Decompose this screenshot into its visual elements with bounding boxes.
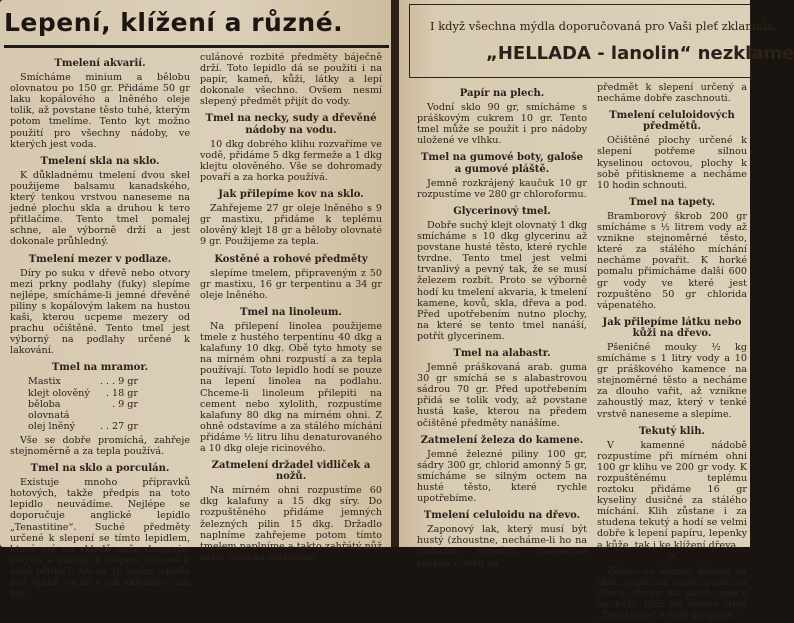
section-heading: Tmel na sklo a porculán. bbox=[30, 463, 170, 475]
section-heading: Jak přilepíme kov na sklo. bbox=[218, 189, 364, 201]
ingredient-row bbox=[28, 388, 138, 399]
left-column-2 bbox=[200, 52, 382, 565]
paragraph: Jemně práškovaná arab. guma 30 gr smíchá se s alabastrovou sádrou 70 gr. Před upotřebením přidá se tolik vody, až povstane hustá kaše, kterou na předem očištěné předměty nanášíme. bbox=[417, 362, 587, 429]
section-heading: Tmelení akvarií. bbox=[54, 58, 146, 69]
right-page bbox=[399, 0, 794, 622]
section-heading: Tmel na alabastr. bbox=[453, 347, 551, 359]
paragraph: slepíme tmelem, připraveným z 50 gr mastixu, 16 gr terpentinu a 34 gr oleje lněného. bbox=[200, 267, 382, 301]
left-column-1 bbox=[10, 52, 190, 601]
ingredient-name: Mastix bbox=[28, 376, 61, 388]
advert-box bbox=[409, 4, 794, 78]
section-heading: Tmelení skla na sklo. bbox=[40, 155, 160, 167]
section-heading: Tmel na necky, sudy a dřevěné nádoby na vodu. bbox=[205, 113, 377, 136]
section-heading: Glycerinový tmel. bbox=[453, 205, 551, 217]
advert-brand: „HELLADA - lanolin“ nezklame bbox=[486, 43, 794, 64]
paragraph: Pšeničné mouky ½ kg smícháme s 1 litry vody a 10 gr práškového kamence na stejnoměrné těsto a necháme za dlouho vařit, až vznikne zahoustlý maz, který v tenké vrstvě naneseme a slepíme. bbox=[597, 341, 747, 420]
paragraph: Očištěné plochy určené k slepení potřeme silnou kyselinou octovou, plochy k sobě přitiskneme a necháme 10 hodin schnouti. bbox=[597, 135, 747, 191]
section-heading: Tmelení celuloidu na dřevo. bbox=[423, 510, 581, 522]
paragraph: Dobře suchý klejt olovnatý 1 dkg smícháme s 10 dkg glycerinu až povstane husté těsto, které rychle tvrdne. Tento tmel jest velmi trvanlivý a pevný tak, že se musí železem rozbít. Proto se výborně hodí ku tmelení akvaria, k tmelení kamene, kovů, skla, dřeva a pod. Před upotřebením nutno plochy, na které se tento tmel nanáší, potřít glycerinem. bbox=[417, 219, 587, 342]
paragraph: 10 dkg dobrého klihu rozvaříme ve vodě, přidáme 5 dkg fermeže a 1 dkg klejtu olověného. Vše se dohromady povaří a za horka používá. bbox=[200, 138, 382, 183]
section-heading: Tmelení mezer v podlaze. bbox=[28, 253, 172, 265]
continued-paragraph: předmět k slepení určený a necháme dobře zaschnouti. bbox=[597, 82, 747, 105]
ingredient-name: olej lněný bbox=[28, 420, 76, 432]
ingredient-row bbox=[28, 421, 138, 432]
paragraph: Zaponový lak, který musí být hustý (zhoustne, necháme-li ho na vzduchu vypařit), naneseme tenkou vrstvu na bbox=[417, 524, 587, 569]
right-column-1 bbox=[417, 82, 587, 571]
ingredient-amount: . 9 gr bbox=[112, 398, 138, 410]
paragraph: V kamenné nádobě rozpustíme při mírném ohni 100 gr klihu ve 200 gr vody. K rozpuštěnému teplému roztoku přidáme 16 gr kyseliny dusičné za stálého míchání. Klih zůstane i za studena tekutý a hodí se velmi dobře k lepení papíru, lepenky a kůže, tak i ke klížení dřeva. bbox=[597, 439, 747, 551]
section-heading: Tmel na linoleum. bbox=[240, 306, 342, 318]
ingredient-name: běloba olovnatá bbox=[28, 398, 70, 421]
paragraph: Existuje mnoho přípravků hotových, takže předpis na toto lepidlo neuvádíme. Nejlépe se doporučuje anglické lepidlo „Tenastitine“. Suché předměty určené k slepení se tímto lepidlem, které má na skladě naše drogerie, potřou a plochy k slepení určené k sobě přitlačí. Asi za 10 hodin lepidlo jest úplně suché a jak skleněné, tak por- bbox=[10, 477, 190, 600]
paragraph: K důkladnému tmelení dvou skel použijeme balsamu kanadského, který tenkou vrstvou naneseme na jedné plochu skla a druhou k tето přitlačíme. Tento tmel pomalej schne, ale výborně drží a jest dokonale průhledný. bbox=[10, 169, 190, 248]
paragraph: Železo na kámen, kámen na sklo, papír na papír, papír na dřevo, dřevo na plech, plech na kůži, kůži na železo slepí „Tenasitine“ z naší drogerie. bbox=[597, 565, 747, 622]
paragraph: Díry po suku v dřevě nebo otvory mezi prkny podlahy (fuky) slepíme nejlépe, smícháme-li jemné dřevěné piliny s kopálovým lakem na hustou kaši, kterou ucpeme mezery od prachu očištěné. Tento tmel jest výborný na podlahy určené k lakování. bbox=[10, 267, 190, 357]
advert-tagline: I když všechna mýdla doporučovaná pro Vaši pleť zklamala, bbox=[430, 19, 778, 33]
section-heading: Zatmelení držadel vidliček a nožů. bbox=[211, 460, 371, 483]
paragraph: Na mírném ohni rozpustíme 60 dkg kalafuny a 15 dkg síry. Do rozpuštěného přidáme jemných železných pilin 15 dkg. Držadlo naplníme zahřejeme potom tímto tmelem naplníme a takto zahřátý nůž nebo vidličku zastrčíme bbox=[200, 485, 382, 563]
section-heading: Jak přilepíme látku nebo kůži na dřevo. bbox=[602, 316, 742, 339]
section-heading: Kostěné a rohové předměty bbox=[214, 253, 368, 265]
left-page bbox=[0, 0, 391, 600]
continued-paragraph: * bbox=[669, 552, 675, 564]
ingredient-row bbox=[28, 376, 138, 387]
paragraph: Vše se dobře promíchá, zahřeje stejnoměrně a za tepla používá. bbox=[10, 434, 190, 457]
ingredient-amount: . . . 9 gr bbox=[99, 376, 138, 388]
continued-paragraph: culánové rozbité předměty báječně drží. Toto lepidlo dá se použiti i na papír, kameň, kůži, látky a lepí dokonale všechno. Ovšem nesmí slepený předmět přijít do vody. bbox=[200, 52, 382, 108]
paragraph: Jemné železné piliny 100 gr, sádry 300 gr, chlorid amonný 5 gr, smícháme se silným octem na husté těsto, které rychle upotřebíme. bbox=[417, 448, 587, 505]
page-title: Lepení, klížení a různé. bbox=[4, 8, 344, 37]
book-gutter bbox=[391, 0, 399, 547]
paragraph: Smícháme minium a bělobu olovnatou po 150 gr. Přidáme 50 gr laku kopálového a lněného oleje tolik, až povstane těsto tuhé, kterým potom tmelíme. Tento kyt možno použití pro všechny nádoby, ve kterých jest voda. bbox=[10, 72, 190, 150]
ingredient-name: klejt olověný bbox=[28, 387, 90, 399]
paragraph: Vodní sklo 90 gr, smícháme s práškovým cukrem 10 gr. Tento tmel může se použít i pro nádoby uložené ve vlhku. bbox=[417, 102, 587, 147]
paragraph: Na přilepení linolea použijeme tmele z hustého terpentinu 40 dkg a kalafuny 10 dkg. Obě tyto hmoty se na mírném ohni rozpustí a za tepla používají. Toto lepidlo hodí se pouze na lepení linolea na podlahu. Chceme-li linoleum přilepiti na cement nebo xylolith, rozpustíme kalafuny 80 dkg na mírném ohni. Z ohně odstavíme a za stálého míchání přidáme ½ litru lihu denaturovaného a 10 dkg oleje ricinového. bbox=[200, 320, 382, 454]
title-rule bbox=[4, 45, 389, 48]
paragraph: Jemně rozkrájený kaučuk 10 gr rozpustíme ve 280 gr chloroformu. bbox=[417, 177, 587, 200]
section-heading: Papír na plech. bbox=[459, 88, 545, 99]
section-heading: Tekutý klih. bbox=[638, 425, 706, 437]
section-heading: Zatmelení železa do kamene. bbox=[420, 434, 584, 446]
paragraph: Zahřejeme 27 gr oleje lněného s 9 gr mastixu, přidáme k teplému olověný klejt 18 gr a běloby olovnaté 9 gr. Použijeme za tepla. bbox=[200, 203, 382, 248]
section-heading: Tmelení celuloidových předmětů. bbox=[609, 110, 735, 133]
ingredient-list bbox=[28, 376, 190, 431]
section-heading: Tmel na tapety. bbox=[628, 196, 716, 208]
paragraph: Bramborový škrob 200 gr smícháme s ½ litrem vody až vznikne stejnoměrné těsto, které za stálého míchání necháme povařit. K horké pomalu přimícháme další 600 gr vody ve které jest rozpuštěno 50 gr chlorida vápenatého. bbox=[597, 210, 747, 311]
right-column-2 bbox=[597, 82, 747, 623]
ingredient-amount: . 18 gr bbox=[105, 387, 138, 399]
ingredient-amount: . . 27 gr bbox=[99, 420, 138, 432]
section-heading: Tmel na mramor. bbox=[51, 362, 149, 374]
ingredient-row bbox=[28, 399, 138, 421]
section-heading: Tmel na gumové boty, galoše a gumové pláště. bbox=[420, 152, 584, 175]
